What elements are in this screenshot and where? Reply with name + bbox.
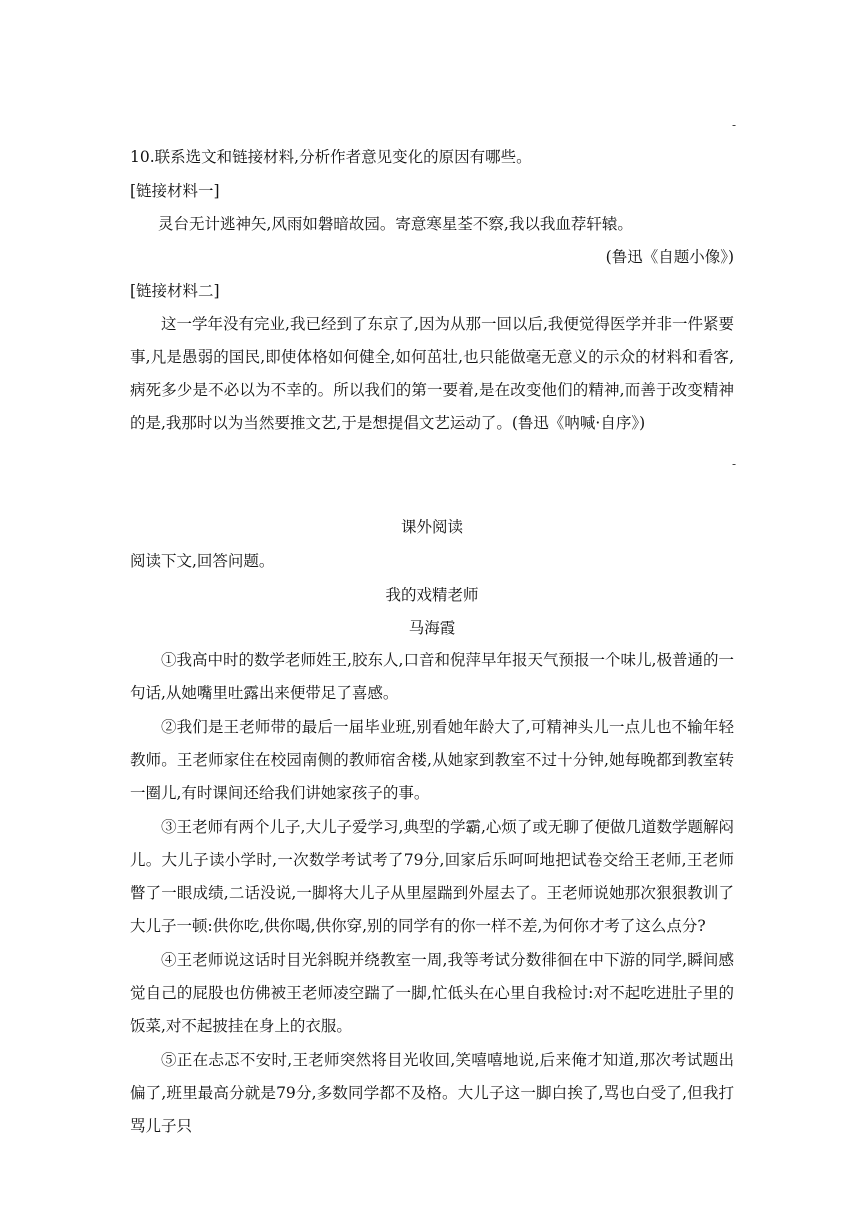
article-paragraph-1: ①我高中时的数学老师姓王,胶东人,口音和倪萍早年报天气预报一个味儿,极普通的一句话,从她嘴里吐露出来便带足了喜感。 [130, 651, 734, 702]
footer-mark: - [731, 457, 736, 471]
article-paragraph-3: ③王老师有两个儿子,大儿子爱学习,典型的学霸,心烦了或无聊了便做几道数学题解闷儿。大儿子读小学时,一次数学考试考了79分,回家后乐呵呵地把试卷交给王老师,王老师瞥了一眼成绩,二话没说,一脚将大儿子从里屋踹到外屋去了。王老师说她那次狠狠教训了大儿子一顿:供你吃,供你喝,供你穿,别的同学有的你一样不差,为何你才考了这么点分? [130, 818, 734, 935]
material-2-label: [链接材料二] [130, 282, 220, 300]
material-1-poem: 灵台无计逃神矢,风雨如磐暗故园。寄意寒星荃不察,我以我血荐轩辕。 [158, 215, 633, 233]
article-paragraph-4: ④王老师说这话时目光斜睨并绕教室一周,我等考试分数徘徊在中下游的同学,瞬间感觉自己的屁股也仿佛被王老师凌空踹了一脚,忙低头在心里自我检讨:对不起吃进肚子里的饭菜,对不起披挂在身上的衣服。 [130, 951, 734, 1035]
instruction: 阅读下文,回答问题。 [130, 552, 275, 570]
article-title: 我的戏精老师 [385, 586, 479, 604]
article-paragraph-5: ⑤正在忐忑不安时,王老师突然将目光收回,笑嘻嘻地说,后来俺才知道,那次考试题出偏了,班里最高分就是79分,多数同学都不及格。大儿子这一脚白挨了,骂也白受了,但我打骂儿子只 [130, 1051, 734, 1135]
header-mark: - [731, 118, 736, 132]
question-10: 10.联系选文和链接材料,分析作者意见变化的原因有哪些。 [130, 148, 532, 166]
material-1-label: [链接材料一] [130, 182, 220, 200]
material-2-text: 这一学年没有完业,我已经到了东京了,因为从那一回以后,我便觉得医学并非一件紧要事,凡是愚弱的国民,即使体格如何健全,如何茁壮,也只能做毫无意义的示众的材料和看客,病死多少是不必以为不幸的。所以我们的第一要着,是在改变他们的精神,而善于改变精神的是,我那时以为当然要推文艺,于是想提倡文艺运动了。(鲁迅《呐喊·自序》) [130, 315, 734, 432]
material-1-source: (鲁迅《自题小像》) [605, 248, 734, 266]
article-paragraph-2: ②我们是王老师带的最后一届毕业班,别看她年龄大了,可精神头儿一点儿也不输年轻教师。王老师家住在校园南侧的教师宿舍楼,从她家到教室不过十分钟,她每晚都到教室转一圈儿,有时课间还给我们讲她家孩子的事。 [130, 718, 734, 802]
article-author: 马海霞 [408, 619, 456, 637]
section-title: 课外阅读 [400, 518, 463, 536]
